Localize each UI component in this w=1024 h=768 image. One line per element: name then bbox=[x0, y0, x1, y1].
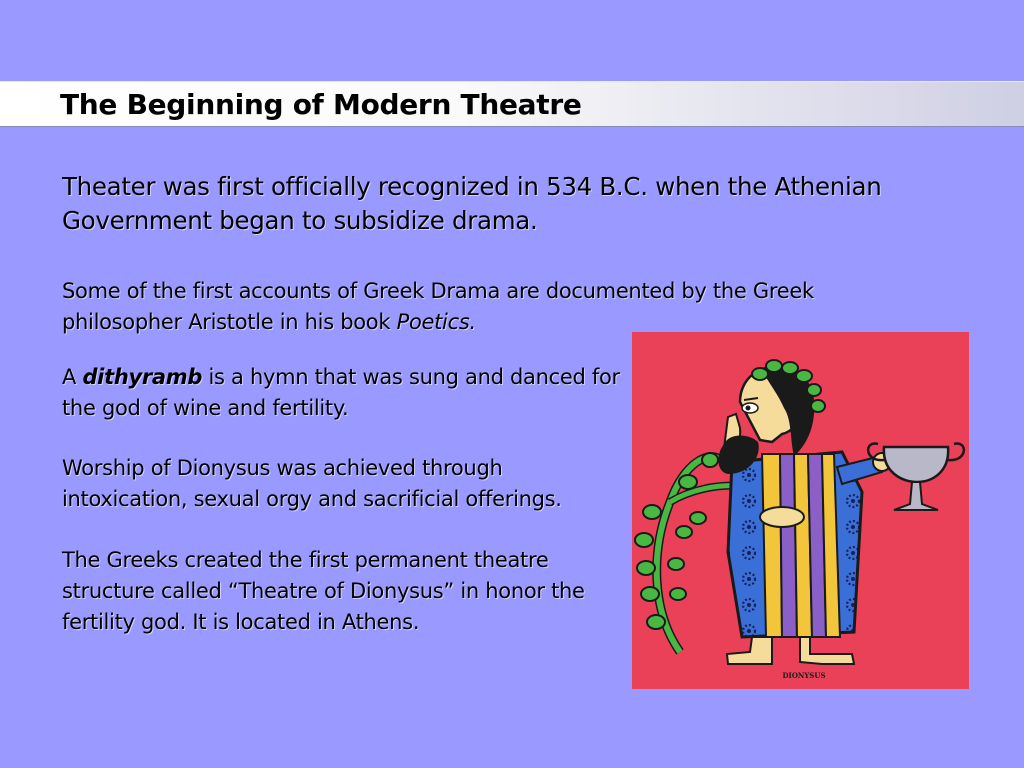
paragraph-recognition: Theater was first officially recognized in 534 B.C. when the Athenian Government began to subsidize drama. bbox=[62, 172, 882, 235]
dionysus-illustration bbox=[632, 332, 969, 689]
book-title-poetics: Poetics. bbox=[396, 310, 476, 334]
paragraph-theatre-of-dionysus: The Greeks created the first permanent theatre structure called “Theatre of Dionysus” in honor the fertility god. It is located in Athens. bbox=[62, 548, 585, 634]
slide-title: The Beginning of Modern Theatre bbox=[60, 88, 582, 121]
paragraph-dithyramb-text: is a hymn that was sung and danced for the god of wine and fertility. bbox=[62, 365, 620, 420]
illustration-caption: DIONYSUS bbox=[782, 671, 826, 680]
paragraph-dithyramb bbox=[62, 362, 622, 424]
paragraph-aristotle-text: Some of the first accounts of Greek Drama are documented by the Greek philosopher Aristotle in his book bbox=[62, 279, 814, 334]
paragraph-aristotle bbox=[62, 276, 932, 338]
paragraph-worship: Worship of Dionysus was achieved through intoxication, sexual orgy and sacrificial offerings. bbox=[62, 456, 562, 511]
dionysus-figure-svg bbox=[632, 332, 969, 689]
paragraph-dithyramb-prefix: A bbox=[62, 365, 83, 389]
title-bar bbox=[0, 81, 1024, 127]
term-dithyramb: dithyramb bbox=[82, 365, 203, 389]
